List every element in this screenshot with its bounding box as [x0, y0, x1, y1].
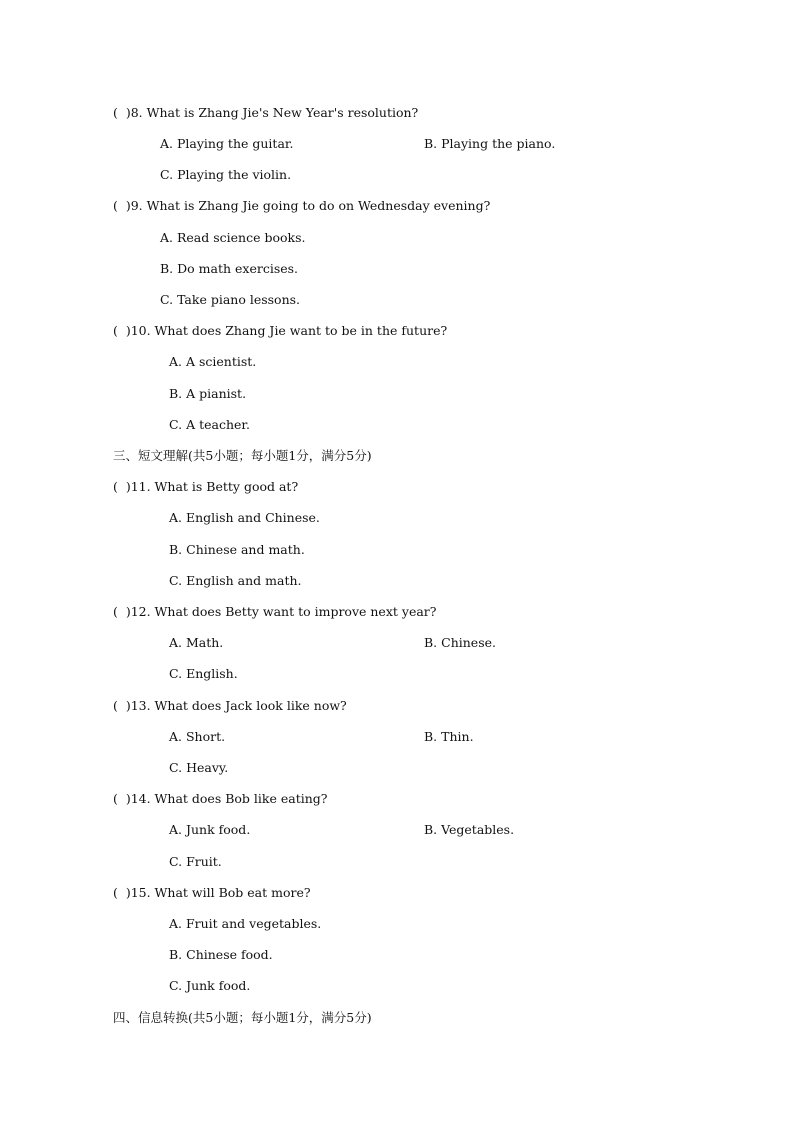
question-15-stem: ( )15. What will Bob eat more?	[113, 885, 311, 900]
question-13-option-c[interactable]: C. Heavy.	[169, 760, 229, 775]
question-13-stem: ( )13. What does Jack look like now?	[113, 698, 347, 713]
question-14-option-c[interactable]: C. Fruit.	[169, 854, 222, 869]
question-13-option-a[interactable]: A. Short.	[169, 729, 226, 744]
question-10-option-c[interactable]: C. A teacher.	[169, 417, 250, 432]
question-12-option-a[interactable]: A. Math.	[169, 635, 224, 650]
question-11-stem: ( )11. What is Betty good at?	[113, 479, 299, 494]
question-8-option-b[interactable]: B. Playing the piano.	[424, 136, 556, 151]
question-10-option-a[interactable]: A. A scientist.	[169, 354, 257, 369]
question-15-option-b[interactable]: B. Chinese food.	[169, 947, 273, 962]
question-12-stem: ( )12. What does Betty want to improve next year?	[113, 604, 437, 619]
question-12-option-b[interactable]: B. Chinese.	[424, 635, 496, 650]
question-12-option-c[interactable]: C. English.	[169, 666, 238, 681]
question-14-option-a[interactable]: A. Junk food.	[169, 822, 251, 837]
question-15-option-c[interactable]: C. Junk food.	[169, 978, 251, 993]
question-8-option-a[interactable]: A. Playing the guitar.	[160, 136, 294, 151]
question-14-stem: ( )14. What does Bob like eating?	[113, 791, 328, 806]
question-8-option-c[interactable]: C. Playing the violin.	[160, 167, 292, 182]
question-9-stem: ( )9. What is Zhang Jie going to do on Wednesday evening?	[113, 198, 491, 213]
question-11-option-b[interactable]: B. Chinese and math.	[169, 542, 305, 557]
question-10-stem: ( )10. What does Zhang Jie want to be in the future?	[113, 323, 448, 338]
question-14-option-b[interactable]: B. Vegetables.	[424, 822, 515, 837]
question-13-option-b[interactable]: B. Thin.	[424, 729, 474, 744]
question-15-option-a[interactable]: A. Fruit and vegetables.	[169, 916, 322, 931]
question-10-option-b[interactable]: B. A pianist.	[169, 386, 247, 401]
question-9-option-c[interactable]: C. Take piano lessons.	[160, 292, 301, 307]
question-9-option-a[interactable]: A. Read science books.	[160, 230, 306, 245]
section-4-heading: 四、信息转换(共5小题；每小题1分，满分5分)	[113, 1010, 372, 1025]
question-11-option-c[interactable]: C. English and math.	[169, 573, 302, 588]
section-3-heading: 三、短文理解(共5小题；每小题1分，满分5分)	[113, 448, 372, 463]
question-11-option-a[interactable]: A. English and Chinese.	[169, 510, 320, 525]
question-9-option-b[interactable]: B. Do math exercises.	[160, 261, 299, 276]
question-8-stem: ( )8. What is Zhang Jie's New Year's resolution?	[113, 105, 419, 120]
